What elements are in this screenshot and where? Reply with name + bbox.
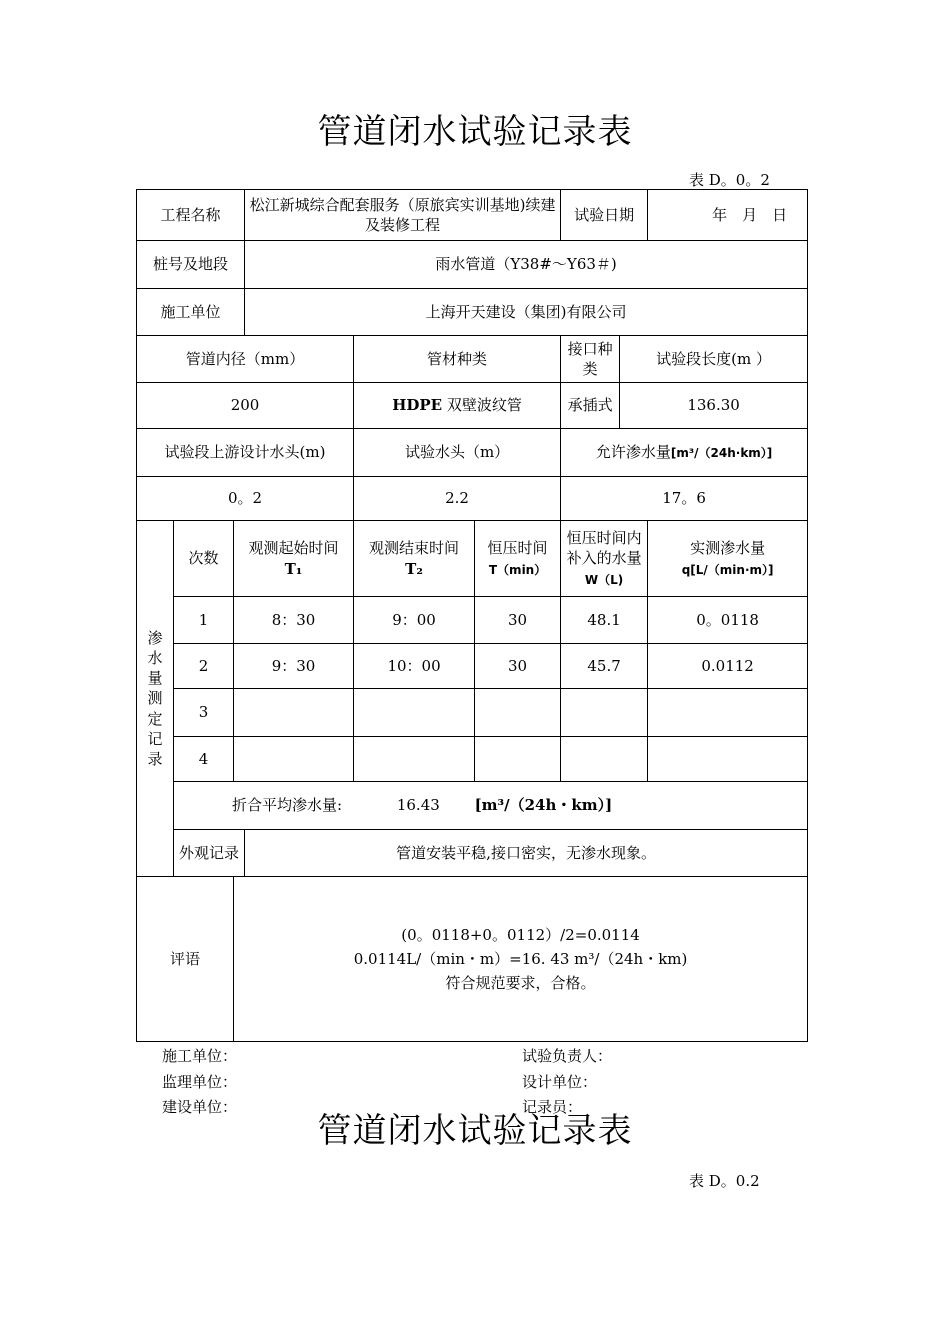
row-constant-time: 30: [475, 644, 561, 689]
joint-header: 接口种类: [561, 336, 620, 383]
row-added-water: [561, 737, 648, 782]
table-row: [137, 689, 808, 737]
contractor-value: 上海开天建设（集团)有限公司: [245, 289, 808, 336]
length-value: 136.30: [620, 383, 808, 429]
test-date-label: 试验日期: [561, 190, 648, 241]
comment-line-1: (0。0118+0。0112）/2=0.0114: [401, 926, 640, 944]
comment-line-2: 0.0114L/（min・m）=16. 43 m³/（24h・km): [353, 950, 688, 968]
row-added-water: 45.7: [561, 644, 648, 689]
form-number-repeat: 表 D。0.2: [689, 1172, 760, 1190]
comment-body: [234, 877, 808, 1042]
col-start-time: 观测起始时间 T₁: [234, 521, 354, 597]
station-label: 桩号及地段: [137, 241, 245, 289]
row-end-time: 9：00: [354, 597, 475, 644]
col-constant-time: 恒压时间 T（min）: [475, 521, 561, 597]
project-label: 工程名称: [137, 190, 245, 241]
material-value: HDPE 双壁波纹管: [354, 383, 561, 429]
length-header: 试验段长度(m ）: [620, 336, 808, 383]
row-index: 4: [174, 737, 234, 782]
row-added-water: [561, 689, 648, 737]
allowed-seepage-header: 允许渗水量[m³/（24h·km）]: [561, 429, 808, 477]
upstream-head-header: 试验段上游设计水头(m): [137, 429, 354, 477]
contractor-label: 施工单位: [137, 289, 245, 336]
row-end-time: 10：00: [354, 644, 475, 689]
row-measured-seepage: 0.0112: [648, 644, 808, 689]
diameter-header: 管道内径（mm）: [137, 336, 354, 383]
average-seepage-label: 折合平均渗水量:: [232, 796, 343, 815]
test-head-value: 2.2: [354, 477, 561, 521]
form-number: 表 D。0。2: [689, 171, 770, 189]
upstream-head-value: 0。2: [137, 477, 354, 521]
footer-supervisor: 监理单位：: [162, 1073, 238, 1091]
row-index: 1: [174, 597, 234, 644]
station-value: 雨水管道（Y38#～Y63＃): [245, 241, 808, 289]
test-date-value: 年 月 日: [648, 190, 808, 241]
average-seepage: [174, 782, 808, 830]
table-row: [137, 644, 808, 689]
comment-label: 评语: [137, 877, 234, 1042]
row-index: 3: [174, 689, 234, 737]
footer-contractor: 施工单位：: [162, 1047, 238, 1065]
footer-designer: 设计单位：: [522, 1073, 598, 1091]
diameter-value: 200: [137, 383, 354, 429]
comment-line-3: 符合规范要求，合格。: [445, 974, 596, 992]
row-end-time: [354, 689, 475, 737]
row-start-time: [234, 737, 354, 782]
footer-recorder: 记录员：: [522, 1098, 583, 1116]
project-name: 松江新城综合配套服务（原旅宾实训基地)续建及装修工程: [245, 190, 561, 241]
test-head-header: 试验水头（m）: [354, 429, 561, 477]
row-measured-seepage: 0。0118: [648, 597, 808, 644]
average-seepage-unit: [m³/（24h・km）]: [474, 796, 613, 815]
col-measured-seepage: 实测渗水量 q[L/（min·m）]: [648, 521, 808, 597]
row-constant-time: [475, 689, 561, 737]
material-header: 管材种类: [354, 336, 561, 383]
row-added-water: 48.1: [561, 597, 648, 644]
record-table: [136, 189, 808, 1042]
row-end-time: [354, 737, 475, 782]
row-index: 2: [174, 644, 234, 689]
row-constant-time: 30: [475, 597, 561, 644]
footer-owner: 建设单位：: [162, 1098, 238, 1116]
page-title-repeat: 管道闭水试验记录表: [317, 1111, 633, 1151]
table-row: [137, 597, 808, 644]
row-start-time: 8：30: [234, 597, 354, 644]
col-end-time: 观测结束时间 T₂: [354, 521, 475, 597]
row-start-time: 9：30: [234, 644, 354, 689]
row-constant-time: [475, 737, 561, 782]
col-times: 次数: [174, 521, 234, 597]
seepage-section-label: 渗水量测定记录: [137, 521, 174, 877]
joint-value: 承插式: [561, 383, 620, 429]
appearance-value: 管道安装平稳,接口密实，无渗水现象。: [245, 830, 808, 877]
footer-test-lead: 试验负责人：: [522, 1047, 613, 1065]
row-measured-seepage: [648, 689, 808, 737]
row-start-time: [234, 689, 354, 737]
page-title: 管道闭水试验记录表: [317, 112, 633, 152]
allowed-seepage-value: 17。6: [561, 477, 808, 521]
average-seepage-value: 16.43: [396, 796, 440, 815]
col-added-water: 恒压时间内补入的水量 W（L): [561, 521, 648, 597]
table-row: [137, 737, 808, 782]
row-measured-seepage: [648, 737, 808, 782]
appearance-label: 外观记录: [174, 830, 245, 877]
